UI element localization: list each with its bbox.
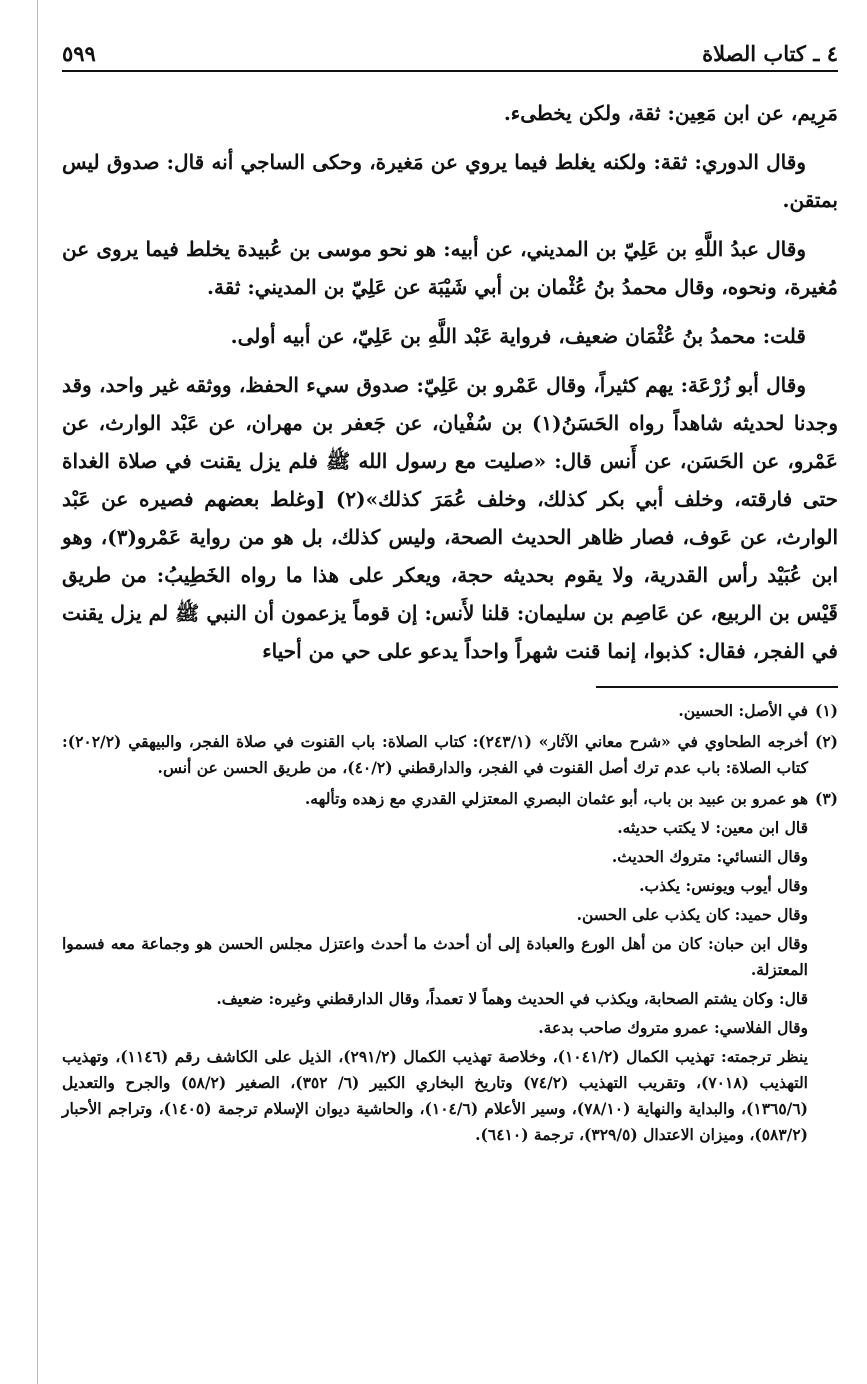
paragraph: وقال عبدُ اللَّهِ بن عَلِيّ بن المديني، عن أبيه: هو نحو موسى بن عُبيدة يخلط فيما يروى عن مُغيرة، ونحوه، وقال محمدُ بنُ عُثْمان بن أبي شَيْبَة عن عَلِيّ بن المديني: ثقة. xyxy=(62,237,838,299)
footnote-line: وقال ابن حبان: كان من أهل الورع والعبادة إلى أن أحدث ما أحدث واعتزل مجلس الحسن هو وجماعة معه فسموا المعتزلة. xyxy=(62,934,808,979)
paragraph: مَرِيم، عن ابن مَعِين: ثقة، ولكن يخطىء. xyxy=(503,101,838,125)
footnote-line: وقال الفلاسي: عمرو متروك صاحب بدعة. xyxy=(538,1018,808,1037)
footnote xyxy=(62,729,838,784)
footnote xyxy=(62,698,838,727)
footnote-line: في الأصل: الحسين. xyxy=(678,701,808,720)
header-rule xyxy=(62,70,838,72)
footnote-body xyxy=(62,729,808,784)
footnote-number: (٣) xyxy=(814,789,838,808)
footnote-body xyxy=(62,786,808,1151)
footnotes xyxy=(62,698,838,1151)
running-header xyxy=(62,28,838,66)
footnote xyxy=(62,786,838,1151)
book-page xyxy=(62,28,838,1153)
footnote-line: قال ابن معين: لا يكتب حديثه. xyxy=(617,818,808,837)
paragraph: وقال الدوري: ثقة: ولكنه يغلط فيما يروي عن مَغيرة، وحكى الساجي أنه قال: صدوق ليس بمتقن. xyxy=(62,150,838,212)
footnote-line: ينظر ترجمته: تهذيب الكمال (١٠٤١/٢)، وخلاصة تهذيب الكمال (٢٩١/٢)، الذيل على الكاشف رقم (١١٤٦)، وتهذيب التهذيب (٧٠١٨)، وتقريب التهذيب (٧٤/٢) وتاريخ البخاري الكبير (٦/ ٣٥٢)، الصغير (٥٨/٢) والجرح والتعديل (١٣٦٥/٦)، والبداية والنهاية (٧٨/١٠)، وسير الأعلام (١٠٤/٦)، والحاشية ديوان الإسلام ترجمة (١٤٠٥)، وتراجم الأحبار (٥٨٣/٢)، وميزان الاعتدال (٣٢٩/٥)، ترجمة (٦٤١٠). xyxy=(62,1047,809,1144)
footnote-line: وقال النسائي: متروك الحديث. xyxy=(611,847,808,866)
binding-margin-line xyxy=(37,0,38,1384)
footnote-number: (٢) xyxy=(814,732,838,751)
footnote-separator xyxy=(596,686,838,688)
main-text xyxy=(62,94,838,670)
page-number: ٥٩٩ xyxy=(62,41,96,66)
footnote-body xyxy=(62,698,808,727)
footnote-line: وقال حميد: كان يكذب على الحسن. xyxy=(576,905,808,924)
chapter-title: ٤ ـ كتاب الصلاة xyxy=(702,41,838,66)
footnote-line: هو عمرو بن عبيد بن باب، أبو عثمان البصري المعتزلي القدري مع زهده وتألهه. xyxy=(304,789,808,808)
paragraph: وقال أبو زُرْعَة: يهم كثيراً، وقال عَمْرو بن عَلِيّ: صدوق سيء الحفظ، ووثقه غير واحد، وقد وجدنا لحديثه شاهداً رواه الحَسَنُ(١) بن سُفْيان، عن جَعفر بن مهران، عن عَبْد الوارث، عن عَمْرو، عن الحَسَن، عن أَنس قال: «صليت مع رسول الله ﷺ فلم يزل يقنت في صلاة الغداة حتى فارقته، وخلف أبي بكر كذلك، وخلف عُمَرَ كذلك»(٢) [وغلط بعضهم فصيره عن عَبْد الوارث، عن عَوف، فصار ظاهر الحديث الصحة، وليس كذلك، بل هو من رواية عَمْرو(٣)، وهو ابن عُبَيْد رأس القدرية، ولا يقوم بحديثه حجة، ويعكر على هذا ما رواه الخَطِيبُ: من طريق قَيْس بن الربيع، عن عَاصِم بن سليمان: قلنا لأَنس: إن قوماً يزعمون أن النبي ﷺ لم يزل يقنت في الفجر، فقال: كذبوا، إنما قنت شهراً واحداً يدعو على حي من أحياء xyxy=(62,373,839,663)
paragraph: قلت: محمدُ بنُ عُثْمَان ضعيف، فرواية عَبْد اللَّهِ بن عَلِيّ، عن أبيه أولى. xyxy=(230,324,806,348)
footnote-line: أخرجه الطحاوي في «شرح معاني الآثار» (٢٤٣/١): كتاب الصلاة: باب القنوت في صلاة الفجر، والبيهقي (٢٠٢/٢): كتاب الصلاة: باب عدم ترك أصل القنوت في الفجر، والدارقطني (٤٠/٢)، من طريق الحسن عن أنس. xyxy=(62,732,808,777)
footnote-number: (١) xyxy=(814,701,838,720)
footnote-line: قال: وكان يشتم الصحابة، ويكذب في الحديث وهماً لا تعمداً، وقال الدارقطني وغيره: ضعيف. xyxy=(216,989,808,1008)
footnote-line: وقال أيوب ويونس: يكذب. xyxy=(639,876,808,895)
